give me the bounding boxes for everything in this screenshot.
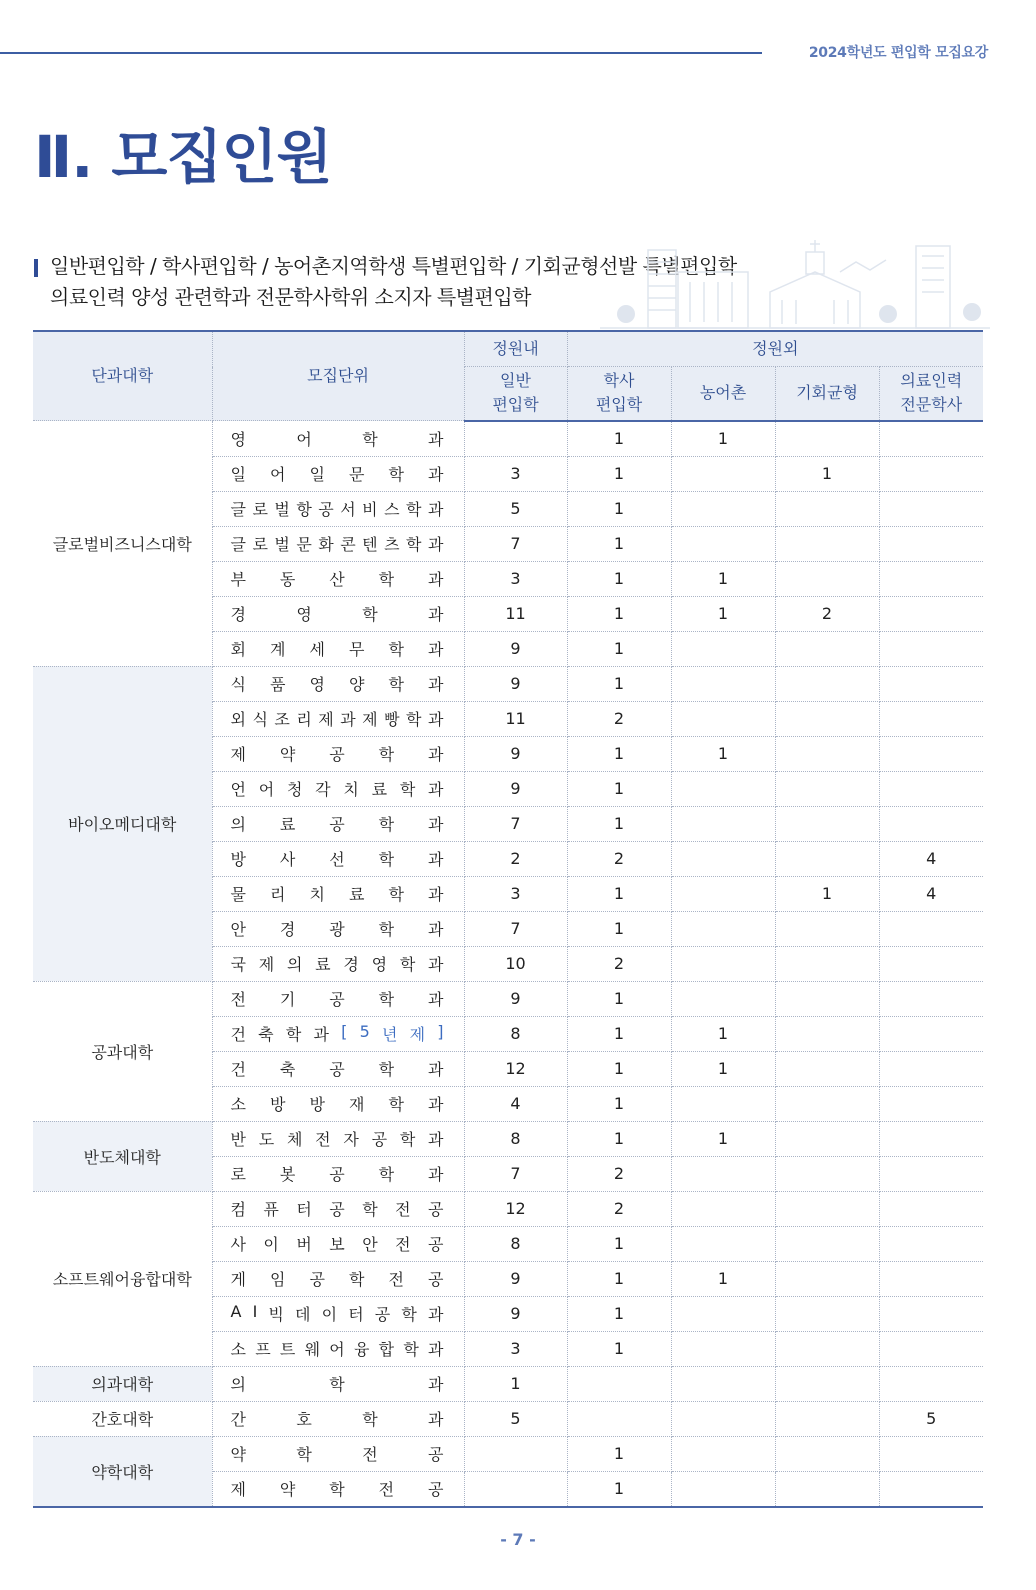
quota-rural xyxy=(671,876,775,911)
header-inside-quota: 정원내 xyxy=(464,331,567,367)
quota-bachelor: 1 xyxy=(567,1226,671,1261)
quota-rural: 1 xyxy=(671,1261,775,1296)
department-name: 영 어 학 과 xyxy=(212,421,464,457)
recruitment-table xyxy=(33,330,983,1508)
quota-medical xyxy=(879,701,983,736)
quota-balance xyxy=(775,1261,879,1296)
department-name: 제 약 공 학 과 xyxy=(212,736,464,771)
department-name: 로 봇 공 학 과 xyxy=(212,1156,464,1191)
department-name: 간 호 학 과 xyxy=(212,1401,464,1436)
quota-rural xyxy=(671,771,775,806)
department-name: 경 영 학 과 xyxy=(212,596,464,631)
department-name: 물 리 치 료 학 과 xyxy=(212,876,464,911)
quota-bachelor: 2 xyxy=(567,1191,671,1226)
department-name: 부 동 산 학 과 xyxy=(212,561,464,596)
quota-rural: 1 xyxy=(671,1016,775,1051)
quota-bachelor: 1 xyxy=(567,1331,671,1366)
college-name: 반도체대학 xyxy=(33,1121,212,1191)
quota-rural xyxy=(671,981,775,1016)
quota-bachelor: 1 xyxy=(567,1051,671,1086)
table-row xyxy=(33,1121,983,1156)
header-outside-quota: 정원외 xyxy=(567,331,983,367)
quota-bachelor: 1 xyxy=(567,1086,671,1121)
quota-bachelor: 1 xyxy=(567,596,671,631)
table-row xyxy=(33,1366,983,1401)
quota-medical xyxy=(879,1261,983,1296)
quota-bachelor: 1 xyxy=(567,491,671,526)
quota-rural xyxy=(671,1086,775,1121)
quota-balance: 1 xyxy=(775,876,879,911)
quota-balance xyxy=(775,526,879,561)
department-name: 글 로 벌 항 공 서 비 스 학 과 xyxy=(212,491,464,526)
quota-balance xyxy=(775,701,879,736)
page-number: - 7 - xyxy=(500,1530,536,1549)
quota-rural xyxy=(671,1331,775,1366)
department-name: 안 경 광 학 과 xyxy=(212,911,464,946)
college-name: 간호대학 xyxy=(33,1401,212,1436)
department-name: 언 어 청 각 치 료 학 과 xyxy=(212,771,464,806)
table-row xyxy=(33,1191,983,1226)
quota-medical xyxy=(879,736,983,771)
quota-medical xyxy=(879,1471,983,1507)
quota-balance xyxy=(775,771,879,806)
college-name: 바이오메디대학 xyxy=(33,666,212,981)
header-balance: 기회균형 xyxy=(775,367,879,421)
quota-general: 3 xyxy=(464,1331,567,1366)
table-row xyxy=(33,666,983,701)
quota-rural: 1 xyxy=(671,421,775,457)
quota-medical xyxy=(879,1121,983,1156)
quota-general: 3 xyxy=(464,456,567,491)
quota-rural xyxy=(671,1436,775,1471)
quota-general xyxy=(464,1471,567,1507)
college-name: 공과대학 xyxy=(33,981,212,1121)
quota-bachelor: 1 xyxy=(567,736,671,771)
quota-bachelor: 1 xyxy=(567,806,671,841)
quota-medical xyxy=(879,771,983,806)
quota-rural xyxy=(671,1191,775,1226)
quota-balance xyxy=(775,561,879,596)
quota-general: 5 xyxy=(464,491,567,526)
department-name: 의 료 공 학 과 xyxy=(212,806,464,841)
quota-general: 9 xyxy=(464,981,567,1016)
quota-rural xyxy=(671,1296,775,1331)
quota-bachelor: 1 xyxy=(567,561,671,596)
quota-rural xyxy=(671,946,775,981)
department-name: 일 어 일 문 학 과 xyxy=(212,456,464,491)
quota-rural xyxy=(671,666,775,701)
department-name: 반 도 체 전 자 공 학 과 xyxy=(212,1121,464,1156)
quota-bachelor: 1 xyxy=(567,1296,671,1331)
quota-medical xyxy=(879,1191,983,1226)
department-name: 컴 퓨 터 공 학 전 공 xyxy=(212,1191,464,1226)
quota-balance xyxy=(775,666,879,701)
table-row xyxy=(33,981,983,1016)
quota-general: 9 xyxy=(464,1296,567,1331)
quota-medical xyxy=(879,1156,983,1191)
quota-rural xyxy=(671,701,775,736)
department-name: 식 품 영 양 학 과 xyxy=(212,666,464,701)
quota-medical xyxy=(879,806,983,841)
quota-rural: 1 xyxy=(671,1051,775,1086)
header-rule xyxy=(0,52,762,54)
department-name: 사 이 버 보 안 전 공 xyxy=(212,1226,464,1261)
quota-rural xyxy=(671,1366,775,1401)
header-rural: 농어촌 xyxy=(671,367,775,421)
quota-balance xyxy=(775,1436,879,1471)
quota-general: 11 xyxy=(464,701,567,736)
quota-balance xyxy=(775,911,879,946)
quota-medical xyxy=(879,596,983,631)
quota-bachelor: 1 xyxy=(567,981,671,1016)
quota-medical: 5 xyxy=(879,1401,983,1436)
quota-general: 1 xyxy=(464,1366,567,1401)
quota-medical xyxy=(879,1086,983,1121)
quota-balance xyxy=(775,1331,879,1366)
college-name: 소프트웨어융합대학 xyxy=(33,1191,212,1366)
quota-balance xyxy=(775,1086,879,1121)
table-row xyxy=(33,1401,983,1436)
quota-balance xyxy=(775,491,879,526)
department-name: 의 학 과 xyxy=(212,1366,464,1401)
quota-bachelor: 1 xyxy=(567,771,671,806)
quota-rural xyxy=(671,841,775,876)
quota-bachelor: 1 xyxy=(567,631,671,666)
campus-illustration xyxy=(600,232,990,332)
department-name: 제 약 학 전 공 xyxy=(212,1471,464,1507)
department-name: 건 축 공 학 과 xyxy=(212,1051,464,1086)
quota-general: 4 xyxy=(464,1086,567,1121)
quota-general: 9 xyxy=(464,666,567,701)
quota-bachelor: 2 xyxy=(567,701,671,736)
college-name: 약학대학 xyxy=(33,1436,212,1507)
department-name: 글 로 벌 문 화 콘 텐 츠 학 과 xyxy=(212,526,464,561)
quota-general: 9 xyxy=(464,631,567,666)
quota-medical xyxy=(879,946,983,981)
quota-balance xyxy=(775,1401,879,1436)
quota-medical xyxy=(879,911,983,946)
quota-bachelor xyxy=(567,1401,671,1436)
header-bachelor: 학사 편입학 xyxy=(567,367,671,421)
quota-balance xyxy=(775,1121,879,1156)
quota-rural: 1 xyxy=(671,561,775,596)
quota-bachelor: 1 xyxy=(567,1121,671,1156)
department-name: 방 사 선 학 과 xyxy=(212,841,464,876)
department-name: A I 빅 데 이 터 공 학 과 xyxy=(212,1296,464,1331)
quota-bachelor xyxy=(567,1366,671,1401)
quota-balance xyxy=(775,1226,879,1261)
quota-medical xyxy=(879,1051,983,1086)
quota-bachelor: 1 xyxy=(567,911,671,946)
table-row xyxy=(33,1436,983,1471)
quota-medical xyxy=(879,456,983,491)
quota-rural xyxy=(671,1156,775,1191)
quota-bachelor: 1 xyxy=(567,666,671,701)
quota-medical xyxy=(879,491,983,526)
quota-general: 7 xyxy=(464,526,567,561)
quota-general: 2 xyxy=(464,841,567,876)
quota-general: 10 xyxy=(464,946,567,981)
quota-balance xyxy=(775,1366,879,1401)
quota-medical xyxy=(879,421,983,457)
header-general: 일반 편입학 xyxy=(464,367,567,421)
quota-bachelor: 2 xyxy=(567,841,671,876)
quota-balance: 1 xyxy=(775,456,879,491)
quota-rural xyxy=(671,526,775,561)
quota-bachelor: 1 xyxy=(567,1471,671,1507)
quota-general: 7 xyxy=(464,806,567,841)
quota-balance xyxy=(775,981,879,1016)
quota-general: 5 xyxy=(464,1401,567,1436)
quota-rural xyxy=(671,456,775,491)
quota-bachelor: 1 xyxy=(567,526,671,561)
quota-medical xyxy=(879,526,983,561)
header-medical: 의료인력 전문학사 xyxy=(879,367,983,421)
quota-medical xyxy=(879,1331,983,1366)
quota-rural xyxy=(671,1401,775,1436)
quota-general: 12 xyxy=(464,1191,567,1226)
quota-balance xyxy=(775,841,879,876)
department-name: 전 기 공 학 과 xyxy=(212,981,464,1016)
quota-bachelor: 1 xyxy=(567,421,671,457)
quota-balance xyxy=(775,1191,879,1226)
quota-balance xyxy=(775,1471,879,1507)
quota-balance xyxy=(775,806,879,841)
quota-rural xyxy=(671,806,775,841)
quota-rural: 1 xyxy=(671,596,775,631)
document-header-title: 2024학년도 편입학 모집요강 xyxy=(808,45,988,61)
quota-medical xyxy=(879,981,983,1016)
quota-medical: 4 xyxy=(879,876,983,911)
department-name: 외 식 조 리 제 과 제 빵 학 과 xyxy=(212,701,464,736)
quota-general: 3 xyxy=(464,876,567,911)
quota-medical xyxy=(879,1226,983,1261)
quota-medical xyxy=(879,1366,983,1401)
quota-rural: 1 xyxy=(671,736,775,771)
quota-general: 3 xyxy=(464,561,567,596)
quota-general: 7 xyxy=(464,911,567,946)
section-title-line-2: 의료인력 양성 관련학과 전문학사학위 소지자 특별편입학 xyxy=(50,285,531,309)
quota-general: 7 xyxy=(464,1156,567,1191)
quota-medical xyxy=(879,1296,983,1331)
quota-bachelor: 1 xyxy=(567,456,671,491)
quota-bachelor: 1 xyxy=(567,1261,671,1296)
quota-balance xyxy=(775,1016,879,1051)
quota-bachelor: 2 xyxy=(567,1156,671,1191)
quota-balance: 2 xyxy=(775,596,879,631)
table-row xyxy=(33,421,983,457)
section-marker xyxy=(34,259,38,277)
section-title-line-1: 일반편입학 / 학사편입학 / 농어촌지역학생 특별편입학 / 기회균형선발 특별편입학 xyxy=(50,254,737,278)
chapter-title: Ⅱ. 모집인원 xyxy=(34,123,332,191)
quota-medical xyxy=(879,1436,983,1471)
table-body xyxy=(33,421,983,1507)
quota-balance xyxy=(775,946,879,981)
quota-rural: 1 xyxy=(671,1121,775,1156)
quota-balance xyxy=(775,631,879,666)
header-unit: 모집단위 xyxy=(212,331,464,421)
quota-medical xyxy=(879,561,983,596)
quota-medical xyxy=(879,631,983,666)
quota-balance xyxy=(775,421,879,457)
quota-medical xyxy=(879,666,983,701)
department-name: 건 축 학 과 [ 5 년 제 ] xyxy=(212,1016,464,1051)
quota-balance xyxy=(775,1156,879,1191)
quota-balance xyxy=(775,1051,879,1086)
header-college: 단과대학 xyxy=(33,331,212,421)
college-name: 글로벌비즈니스대학 xyxy=(33,421,212,667)
quota-rural xyxy=(671,911,775,946)
quota-general: 8 xyxy=(464,1016,567,1051)
quota-general: 8 xyxy=(464,1226,567,1261)
department-name: 약 학 전 공 xyxy=(212,1436,464,1471)
quota-bachelor: 1 xyxy=(567,1016,671,1051)
quota-bachelor: 1 xyxy=(567,1436,671,1471)
quota-general: 11 xyxy=(464,596,567,631)
quota-medical xyxy=(879,1016,983,1051)
department-name: 게 임 공 학 전 공 xyxy=(212,1261,464,1296)
quota-general: 9 xyxy=(464,1261,567,1296)
quota-general xyxy=(464,1436,567,1471)
quota-rural xyxy=(671,491,775,526)
quota-bachelor: 2 xyxy=(567,946,671,981)
quota-rural xyxy=(671,1226,775,1261)
quota-medical: 4 xyxy=(879,841,983,876)
quota-bachelor: 1 xyxy=(567,876,671,911)
department-name: 소 방 방 재 학 과 xyxy=(212,1086,464,1121)
quota-rural xyxy=(671,1471,775,1507)
college-name: 의과대학 xyxy=(33,1366,212,1401)
quota-general: 8 xyxy=(464,1121,567,1156)
quota-balance xyxy=(775,736,879,771)
quota-balance xyxy=(775,1296,879,1331)
department-name: 소 프 트 웨 어 융 합 학 과 xyxy=(212,1331,464,1366)
department-name: 회 계 세 무 학 과 xyxy=(212,631,464,666)
quota-general: 9 xyxy=(464,771,567,806)
department-name: 국 제 의 료 경 영 학 과 xyxy=(212,946,464,981)
quota-general xyxy=(464,421,567,457)
quota-general: 9 xyxy=(464,736,567,771)
quota-rural xyxy=(671,631,775,666)
quota-general: 12 xyxy=(464,1051,567,1086)
